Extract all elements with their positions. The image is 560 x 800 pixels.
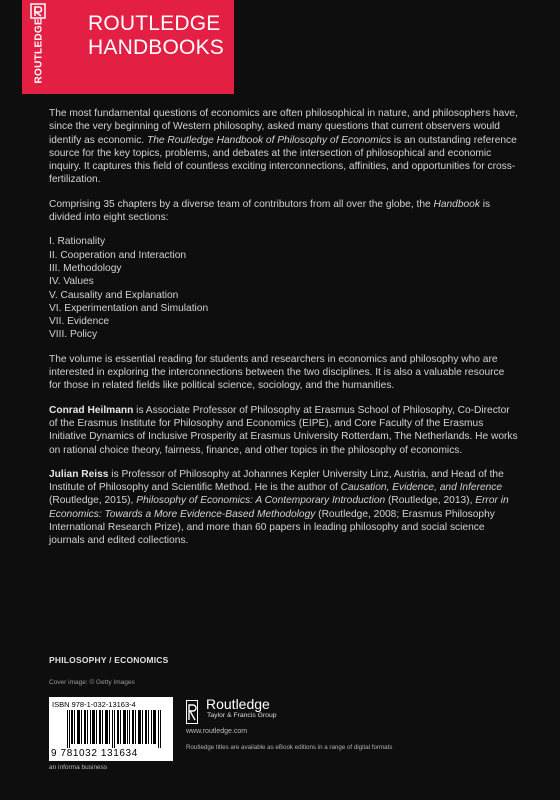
routledge-logo-mark: [32, 18, 45, 85]
routledge-publisher-logo-icon: [186, 700, 198, 724]
series-title-line2: HANDBOOKS: [88, 36, 224, 59]
barcode-digits: 9 781032 131634: [51, 748, 138, 759]
isbn-barcode: [49, 697, 173, 761]
book-title: The Routledge Handbook of Philosophy of Economics: [146, 134, 392, 146]
author2-name: Julian Reiss: [49, 468, 109, 480]
section-item: IV. Values: [49, 276, 94, 288]
back-cover-text: [49, 107, 519, 559]
section-item: III. Methodology: [49, 262, 122, 274]
structure-paragraph: Comprising 35 chapters by a diverse team of contributors from all over the globe, the Handbook is divided into eight sections:: [49, 198, 491, 224]
isbn-label: ISBN 978-1-032-13163-4: [52, 700, 136, 709]
series-banner: [22, 0, 234, 94]
series-title-line1: ROUTLEDGE: [88, 12, 221, 35]
section-item: VIII. Policy: [49, 329, 98, 341]
logo-vertical-text: ROUTLEDGE: [33, 18, 45, 84]
audience-paragraph: The volume is essential reading for students and researchers in economics and philosophy who are interested in exploring the interconnections between the two disciplines. It is also a valuable resource for those in related fields like political science, sociology, and the humanities.: [49, 353, 505, 392]
cover-image-credit: Cover image: © Getty Images: [49, 679, 135, 686]
section-item: VI. Experimentation and Simulation: [49, 302, 209, 314]
publisher-group: Taylor & Francis Group: [207, 712, 277, 719]
informa-business: an informa business: [49, 764, 108, 771]
section-item: II. Cooperation and Interaction: [49, 249, 187, 261]
routledge-r-icon: [30, 3, 46, 19]
section-list: [49, 235, 519, 341]
author1-name: Conrad Heilmann: [49, 404, 134, 416]
author2-bio: Julian Reiss is Professor of Philosophy at Johannes Kepler University Linz, Austria, and Head of the Institute of Philosophy and Scientific Method. He is the author of Causation, Evidence, and Inference (Routledge, 2015), Philosophy of Economics: A Contemporary Introduction (Routledge, 2013), Error in Economics: Towards a More Evidence-Based Methodology (Routledge, 2008; Erasmus Philosophy International Research Prize), and more than 60 papers in leading philosophy and social science journals and edited collections.: [49, 468, 509, 547]
barcode-graphic: [67, 710, 163, 748]
subject-category: PHILOSOPHY / ECONOMICS: [49, 655, 169, 665]
intro-paragraph: The most fundamental questions of economics are often philosophical in nature, and philosophers have, since the very beginning of Western philosophy, asked many questions that current observers would identify as economic. The Routledge Handbook of Philosophy of Economics is an outstanding reference source for the key topics, problems, and debates at the intersection of philosophical and economic inquiry. It captures this field of countless exciting interconnections, affinities, and opportunities for cross-fertilization.: [49, 108, 518, 186]
section-item: V. Causality and Explanation: [49, 289, 179, 301]
author1-bio: Conrad Heilmann is Associate Professor of Philosophy at Erasmus School of Philosophy, Co-Director of the Erasmus Institute for Philosophy and Economics (EIPE), and Core Faculty of the Erasmus Initiative Dynamics of Inclusive Prosperity at Erasmus University Rotterdam, The Netherlands. He works on rational choice theory, fairness, finance, and other topics in the philosophy of economics.: [49, 404, 518, 456]
publisher-name: Routledge: [206, 696, 270, 712]
ebook-note: Routledge titles are available as eBook editions in a range of digital formats: [186, 744, 393, 751]
publisher-url[interactable]: www.routledge.com: [186, 728, 248, 735]
section-item: VII. Evidence: [49, 316, 110, 328]
series-title: [88, 12, 224, 60]
section-item: I. Rationality: [49, 236, 106, 248]
